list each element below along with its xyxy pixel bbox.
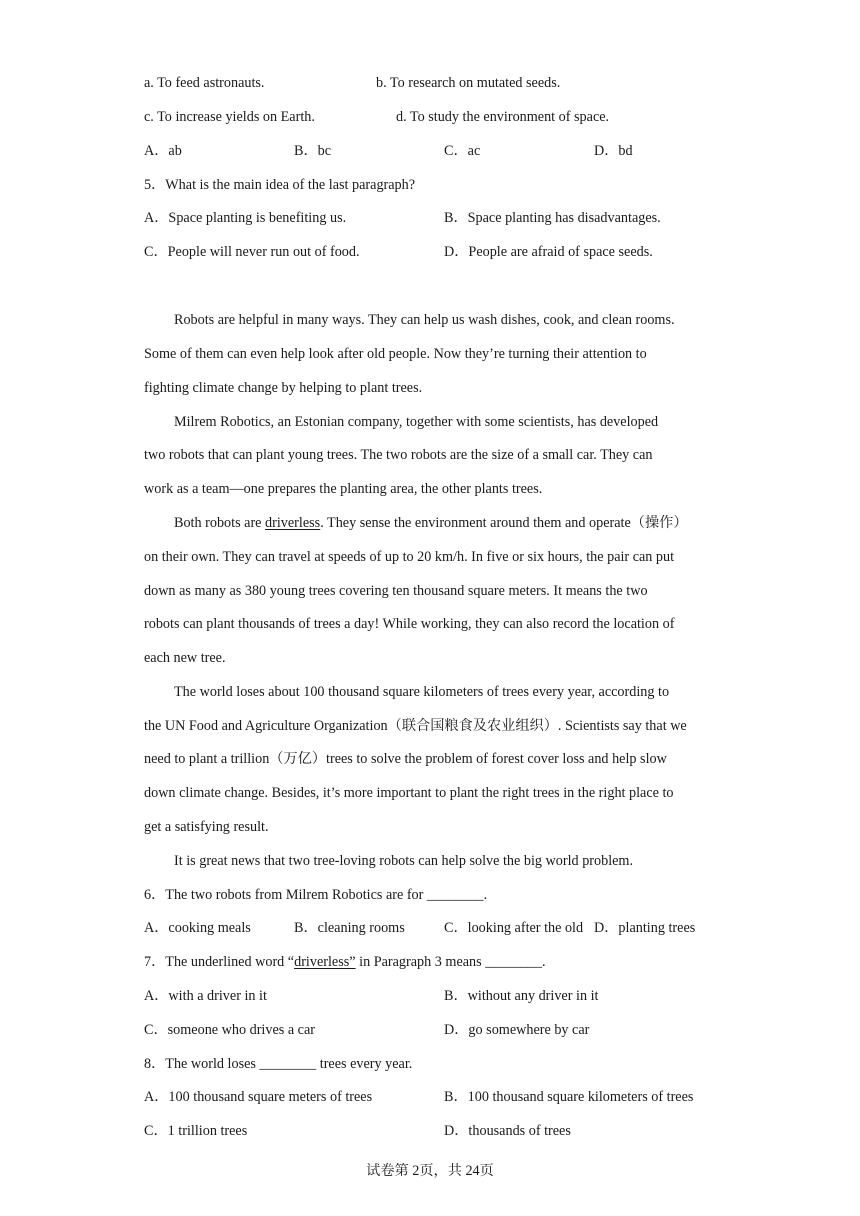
q4-choice-b[interactable]: B．bc — [294, 143, 332, 159]
q6-choice-b[interactable]: B．cleaning rooms — [294, 920, 405, 936]
q6-choice-d[interactable]: D．planting trees — [594, 920, 696, 936]
q8-stem: 8．The world loses ________ trees every year. — [144, 1056, 413, 1072]
passage-p4-line: need to plant a trillion（万亿）trees to solve the problem of forest cover loss and help slow — [144, 751, 667, 767]
passage-p3-line: on their own. They can travel at speeds of up to 20 km/h. In five or six hours, the pair can put — [144, 549, 675, 565]
q5-choice-c[interactable]: C．People will never run out of food. — [144, 244, 360, 260]
q5-choice-d[interactable]: D．People are afraid of space seeds. — [444, 244, 653, 260]
q4-option-c: c. To increase yields on Earth. — [144, 109, 315, 125]
q5-stem: 5．What is the main idea of the last paragraph? — [144, 177, 416, 193]
q7-stem — [144, 952, 546, 972]
q6-choice-a[interactable]: A．cooking meals — [144, 920, 251, 936]
q4-choice-c[interactable]: C．ac — [444, 143, 481, 159]
passage-p5-line: It is great news that two tree-loving robots can help solve the big world problem. — [174, 853, 634, 869]
passage-p4-line: the UN Food and Agriculture Organization（联合国粮食及农业组织）. Scientists say that we — [144, 718, 687, 734]
q7-choice-d[interactable]: D．go somewhere by car — [444, 1022, 590, 1038]
q4-option-d: d. To study the environment of space. — [396, 109, 610, 125]
passage-p4-line: down climate change. Besides, it’s more important to plant the right trees in the right place to — [144, 785, 674, 801]
passage-p2-line: work as a team—one prepares the planting area, the other plants trees. — [144, 481, 543, 497]
passage-p4-line: get a satisfying result. — [144, 819, 269, 835]
q6-choice-c[interactable]: C．looking after the old — [444, 920, 584, 936]
q8-choice-d[interactable]: D．thousands of trees — [444, 1123, 571, 1139]
passage-p2-line: Milrem Robotics, an Estonian company, together with some scientists, has developed — [174, 414, 659, 430]
q7-choice-a[interactable]: A．with a driver in it — [144, 988, 267, 1004]
q5-choice-a[interactable]: A．Space planting is benefiting us. — [144, 210, 347, 226]
underlined-word-driverless: driverless — [265, 515, 321, 531]
passage-p1-line: Some of them can even help look after old people. Now they’re turning their attention to — [144, 346, 647, 362]
q7-stem-text: in Paragraph 3 means ________. — [355, 954, 546, 970]
q7-stem-text: 7．The underlined word “ — [144, 954, 295, 970]
passage-p3-text: Both robots are — [174, 515, 266, 531]
passage-p1-line: fighting climate change by helping to plant trees. — [144, 380, 423, 396]
q7-choice-c[interactable]: C．someone who drives a car — [144, 1022, 315, 1038]
q4-option-a: a. To feed astronauts. — [144, 75, 265, 91]
passage-p1-line: Robots are helpful in many ways. They can help us wash dishes, cook, and clean rooms. — [174, 312, 675, 328]
passage-p3-line: down as many as 380 young trees covering ten thousand square meters. It means the two — [144, 583, 648, 599]
q8-choice-c[interactable]: C．1 trillion trees — [144, 1123, 248, 1139]
passage-p3-line: robots can plant thousands of trees a day! While working, they can also record the location of — [144, 616, 675, 632]
q4-option-b: b. To research on mutated seeds. — [376, 75, 561, 91]
q8-choice-b[interactable]: B．100 thousand square kilometers of trees — [444, 1089, 694, 1105]
q4-choice-d[interactable]: D．bd — [594, 143, 633, 159]
page-footer: 试卷第 2页，共 24页 — [366, 1163, 494, 1179]
passage-p3-line: each new tree. — [144, 650, 226, 666]
q6-stem: 6．The two robots from Milrem Robotics are for ________. — [144, 887, 488, 903]
passage-p2-line: two robots that can plant young trees. The two robots are the size of a small car. They can — [144, 447, 653, 463]
q7-underlined-word: driverless” — [294, 954, 356, 970]
q8-choice-a[interactable]: A．100 thousand square meters of trees — [144, 1089, 373, 1105]
q4-choice-a[interactable]: A．ab — [144, 143, 182, 159]
q7-choice-b[interactable]: B．without any driver in it — [444, 988, 599, 1004]
q5-choice-b[interactable]: B．Space planting has disadvantages. — [444, 210, 661, 226]
passage-p3-line — [174, 513, 688, 533]
passage-p3-text: . They sense the environment around them and operate（操作） — [320, 515, 688, 531]
passage-p4-line: The world loses about 100 thousand square kilometers of trees every year, according to — [174, 684, 670, 700]
